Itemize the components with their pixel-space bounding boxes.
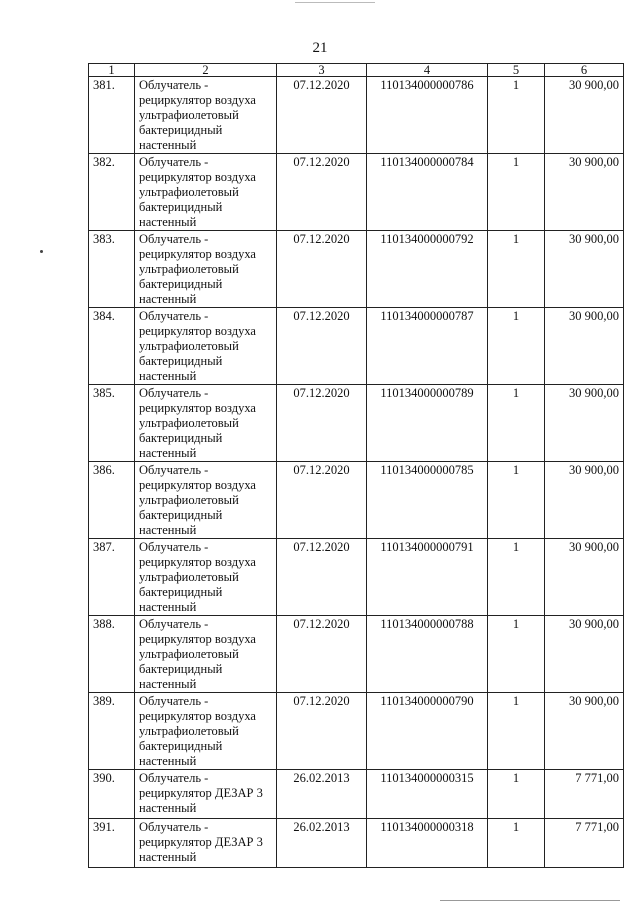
page-number: 21 bbox=[312, 40, 328, 56]
item-name-line: Облучатель - bbox=[139, 694, 209, 708]
item-name-line: ультрафиолетовый bbox=[139, 724, 239, 738]
column-header-6: 6 bbox=[545, 64, 624, 77]
quantity: 1 bbox=[488, 231, 545, 308]
quantity: 1 bbox=[488, 154, 545, 231]
acquisition-date: 26.02.2013 bbox=[277, 770, 367, 819]
item-name-line: Облучатель - bbox=[139, 386, 209, 400]
item-name-line: ультрафиолетовый bbox=[139, 108, 239, 122]
item-name-line: настенный bbox=[139, 801, 197, 815]
column-header-4: 4 bbox=[367, 64, 488, 77]
table-row bbox=[89, 77, 624, 154]
item-name-line: настенный bbox=[139, 754, 197, 768]
item-name-line: Облучатель - bbox=[139, 232, 209, 246]
column-header-1: 1 bbox=[89, 64, 135, 77]
acquisition-date: 26.02.2013 bbox=[277, 819, 367, 868]
table-row bbox=[89, 693, 624, 770]
row-number: 386. bbox=[89, 462, 135, 539]
table-row bbox=[89, 231, 624, 308]
item-name-line: настенный bbox=[139, 600, 197, 614]
amount: 30 900,00 bbox=[545, 539, 624, 616]
inventory-number: 110134000000784 bbox=[367, 154, 488, 231]
scan-mark bbox=[440, 900, 620, 901]
quantity: 1 bbox=[488, 462, 545, 539]
item-name bbox=[135, 616, 277, 693]
amount: 30 900,00 bbox=[545, 231, 624, 308]
scan-speck bbox=[40, 250, 43, 253]
item-name-line: ультрафиолетовый bbox=[139, 185, 239, 199]
quantity: 1 bbox=[488, 819, 545, 868]
quantity: 1 bbox=[488, 308, 545, 385]
row-number: 390. bbox=[89, 770, 135, 819]
item-name bbox=[135, 308, 277, 385]
amount: 30 900,00 bbox=[545, 308, 624, 385]
acquisition-date: 07.12.2020 bbox=[277, 616, 367, 693]
item-name bbox=[135, 231, 277, 308]
column-header-3: 3 bbox=[277, 64, 367, 77]
acquisition-date: 07.12.2020 bbox=[277, 154, 367, 231]
table-body bbox=[89, 77, 624, 868]
row-number: 388. bbox=[89, 616, 135, 693]
item-name-line: рециркулятор воздуха bbox=[139, 324, 256, 338]
column-header-2: 2 bbox=[135, 64, 277, 77]
row-number: 384. bbox=[89, 308, 135, 385]
item-name-line: настенный bbox=[139, 677, 197, 691]
item-name-line: бактерицидный bbox=[139, 200, 223, 214]
item-name-line: бактерицидный bbox=[139, 123, 223, 137]
table-row bbox=[89, 770, 624, 819]
item-name-line: Облучатель - bbox=[139, 820, 209, 834]
item-name-line: рециркулятор воздуха bbox=[139, 170, 256, 184]
item-name-line: бактерицидный bbox=[139, 354, 223, 368]
acquisition-date: 07.12.2020 bbox=[277, 462, 367, 539]
inventory-number: 110134000000788 bbox=[367, 616, 488, 693]
row-number: 385. bbox=[89, 385, 135, 462]
item-name-line: Облучатель - bbox=[139, 78, 209, 92]
item-name-line: рециркулятор воздуха bbox=[139, 93, 256, 107]
item-name-line: рециркулятор воздуха bbox=[139, 555, 256, 569]
item-name bbox=[135, 819, 277, 868]
item-name-line: бактерицидный bbox=[139, 277, 223, 291]
table-row bbox=[89, 308, 624, 385]
row-number: 382. bbox=[89, 154, 135, 231]
row-number: 391. bbox=[89, 819, 135, 868]
acquisition-date: 07.12.2020 bbox=[277, 231, 367, 308]
item-name-line: настенный bbox=[139, 292, 197, 306]
quantity: 1 bbox=[488, 693, 545, 770]
item-name-line: ультрафиолетовый bbox=[139, 493, 239, 507]
inventory-number: 110134000000318 bbox=[367, 819, 488, 868]
acquisition-date: 07.12.2020 bbox=[277, 77, 367, 154]
item-name-line: рециркулятор ДЕЗАР 3 bbox=[139, 835, 263, 849]
item-name bbox=[135, 77, 277, 154]
item-name-line: бактерицидный bbox=[139, 431, 223, 445]
inventory-table bbox=[88, 63, 624, 868]
item-name bbox=[135, 385, 277, 462]
item-name-line: настенный bbox=[139, 369, 197, 383]
table-header-row bbox=[89, 64, 624, 77]
item-name-line: Облучатель - bbox=[139, 155, 209, 169]
table-row bbox=[89, 154, 624, 231]
inventory-number: 110134000000790 bbox=[367, 693, 488, 770]
acquisition-date: 07.12.2020 bbox=[277, 385, 367, 462]
item-name bbox=[135, 462, 277, 539]
amount: 30 900,00 bbox=[545, 616, 624, 693]
item-name-line: настенный bbox=[139, 523, 197, 537]
acquisition-date: 07.12.2020 bbox=[277, 693, 367, 770]
inventory-number: 110134000000787 bbox=[367, 308, 488, 385]
item-name-line: ультрафиолетовый bbox=[139, 339, 239, 353]
amount: 7 771,00 bbox=[545, 770, 624, 819]
table-row bbox=[89, 462, 624, 539]
item-name-line: ультрафиолетовый bbox=[139, 262, 239, 276]
item-name-line: Облучатель - bbox=[139, 540, 209, 554]
item-name-line: Облучатель - bbox=[139, 463, 209, 477]
table-row bbox=[89, 385, 624, 462]
item-name bbox=[135, 154, 277, 231]
item-name-line: настенный bbox=[139, 446, 197, 460]
item-name-line: бактерицидный bbox=[139, 662, 223, 676]
amount: 30 900,00 bbox=[545, 693, 624, 770]
item-name-line: Облучатель - bbox=[139, 617, 209, 631]
acquisition-date: 07.12.2020 bbox=[277, 308, 367, 385]
quantity: 1 bbox=[488, 77, 545, 154]
column-header-5: 5 bbox=[488, 64, 545, 77]
item-name-line: рециркулятор ДЕЗАР 3 bbox=[139, 786, 263, 800]
item-name-line: рециркулятор воздуха bbox=[139, 709, 256, 723]
item-name-line: ультрафиолетовый bbox=[139, 416, 239, 430]
amount: 30 900,00 bbox=[545, 77, 624, 154]
quantity: 1 bbox=[488, 539, 545, 616]
item-name-line: бактерицидный bbox=[139, 739, 223, 753]
row-number: 387. bbox=[89, 539, 135, 616]
inventory-number: 110134000000789 bbox=[367, 385, 488, 462]
inventory-number: 110134000000792 bbox=[367, 231, 488, 308]
acquisition-date: 07.12.2020 bbox=[277, 539, 367, 616]
table-row bbox=[89, 819, 624, 868]
row-number: 389. bbox=[89, 693, 135, 770]
inventory-number: 110134000000315 bbox=[367, 770, 488, 819]
amount: 30 900,00 bbox=[545, 385, 624, 462]
item-name-line: рециркулятор воздуха bbox=[139, 401, 256, 415]
scan-mark bbox=[295, 2, 375, 3]
item-name-line: настенный bbox=[139, 138, 197, 152]
row-number: 381. bbox=[89, 77, 135, 154]
amount: 30 900,00 bbox=[545, 462, 624, 539]
inventory-number: 110134000000785 bbox=[367, 462, 488, 539]
row-number: 383. bbox=[89, 231, 135, 308]
item-name-line: рециркулятор воздуха bbox=[139, 247, 256, 261]
item-name bbox=[135, 539, 277, 616]
item-name-line: рециркулятор воздуха bbox=[139, 478, 256, 492]
item-name-line: бактерицидный bbox=[139, 508, 223, 522]
inventory-number: 110134000000791 bbox=[367, 539, 488, 616]
quantity: 1 bbox=[488, 616, 545, 693]
item-name-line: ультрафиолетовый bbox=[139, 647, 239, 661]
item-name-line: ультрафиолетовый bbox=[139, 570, 239, 584]
item-name bbox=[135, 770, 277, 819]
quantity: 1 bbox=[488, 385, 545, 462]
item-name-line: Облучатель - bbox=[139, 771, 209, 785]
table-row bbox=[89, 539, 624, 616]
inventory-number: 110134000000786 bbox=[367, 77, 488, 154]
item-name-line: рециркулятор воздуха bbox=[139, 632, 256, 646]
item-name-line: настенный bbox=[139, 850, 197, 864]
item-name-line: Облучатель - bbox=[139, 309, 209, 323]
item-name-line: настенный bbox=[139, 215, 197, 229]
quantity: 1 bbox=[488, 770, 545, 819]
item-name bbox=[135, 693, 277, 770]
amount: 7 771,00 bbox=[545, 819, 624, 868]
amount: 30 900,00 bbox=[545, 154, 624, 231]
item-name-line: бактерицидный bbox=[139, 585, 223, 599]
table-row bbox=[89, 616, 624, 693]
